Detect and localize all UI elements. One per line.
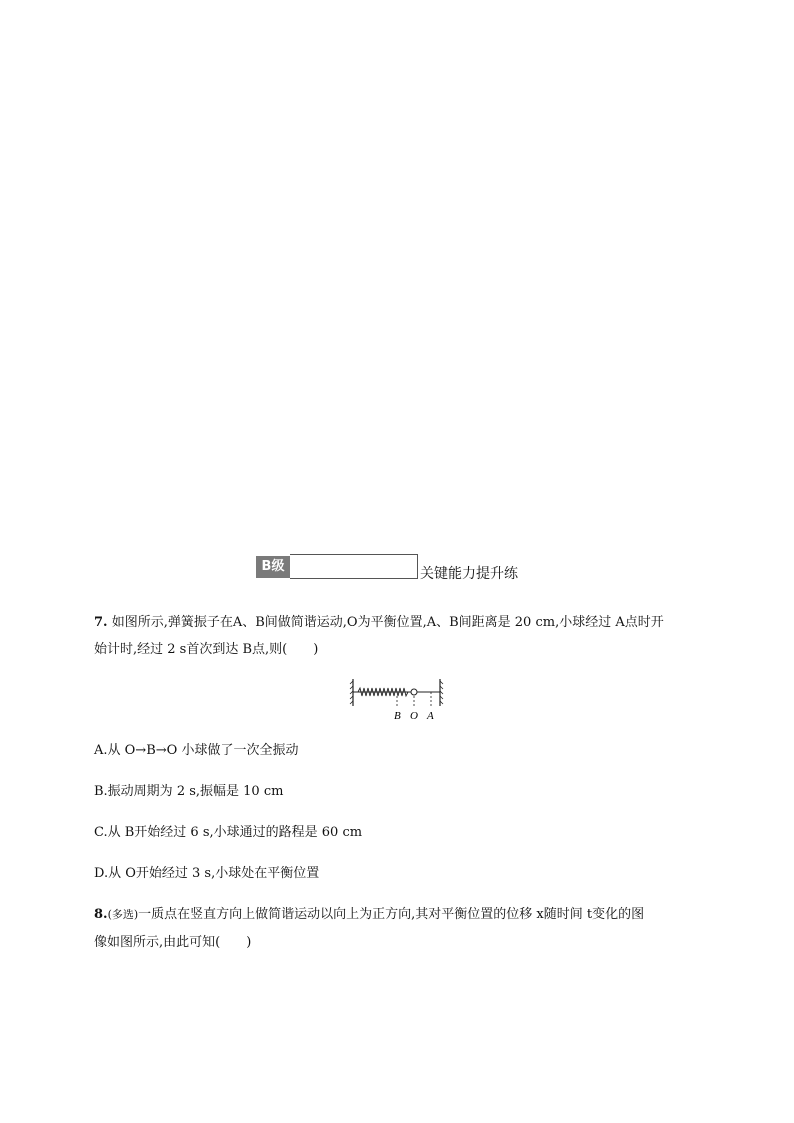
q7-option-b: B.振动周期为 2 s,振幅是 10 cm bbox=[94, 784, 284, 799]
q7-option-d: D.从 O开始经过 3 s,小球处在平衡位置 bbox=[94, 866, 320, 881]
label-a: A bbox=[427, 710, 434, 722]
q7-option-c: C.从 B开始经过 6 s,小球通过的路程是 60 cm bbox=[94, 825, 363, 840]
q8-line1 bbox=[94, 905, 644, 925]
ball bbox=[411, 689, 417, 695]
section-header bbox=[256, 553, 546, 583]
q7-option-a: A.从 O→B→O 小球做了一次全振动 bbox=[94, 743, 299, 758]
label-b: B bbox=[394, 710, 401, 722]
spring-oscillator-figure bbox=[348, 676, 448, 724]
q8-stem-line1: 一质点在竖直方向上做简谐运动以向上为正方向,其对平衡位置的位移 x随时间 t变化的图 bbox=[138, 907, 645, 922]
q8-tag: (多选) bbox=[107, 908, 139, 921]
q7-line1 bbox=[94, 613, 664, 633]
label-o: O bbox=[410, 710, 418, 722]
q7-stem-line1: 如图所示,弹簧振子在A、B间做简谐运动,O为平衡位置,A、B间距离是 20 cm,小球经过 A点时开 bbox=[107, 615, 664, 630]
q8-number: 8. bbox=[94, 907, 108, 922]
level-badge: B级 bbox=[256, 556, 290, 578]
q8-stem-line2: 像如图所示,由此可知( ) bbox=[94, 935, 252, 950]
section-title: 关键能力提升练 bbox=[420, 566, 518, 582]
q7-stem-line2: 始计时,经过 2 s首次到达 B点,则( ) bbox=[94, 642, 319, 657]
header-frame bbox=[290, 554, 418, 579]
q7-number: 7. bbox=[94, 615, 108, 630]
